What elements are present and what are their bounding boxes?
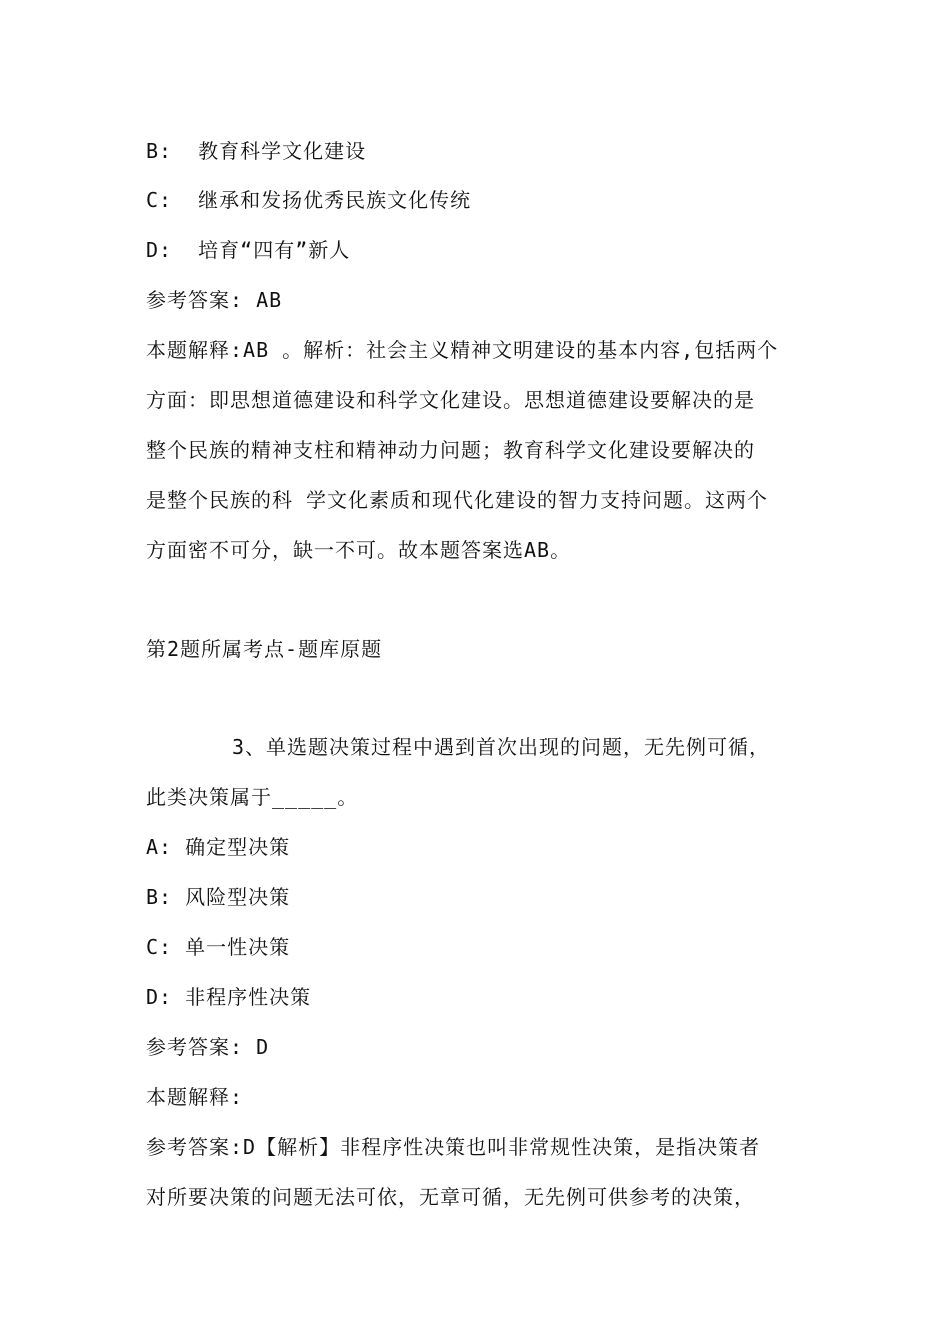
q3-explanation-line-2: 对所要决策的问题无法可依，无章可循，无先例可供参考的决策， [146, 1185, 755, 1209]
q3-option-d: D: 非程序性决策 [146, 985, 312, 1009]
q3-explanation-line-1: 参考答案:D【解析】非程序性决策也叫非常规性决策，是指决策者 [146, 1135, 761, 1159]
q2-explanation-line-5: 方面密不可分，缺一不可。故本题答案选AB。 [146, 538, 572, 562]
q3-stem-line-1: 3、单选题决策过程中遇到首次出现的问题，无先例可循， [232, 735, 771, 759]
q2-option-d: D: 培育“四有”新人 [146, 238, 351, 262]
q2-explanation-line-3: 整个民族的精神支柱和精神动力问题；教育科学文化建设要解决的 [146, 438, 755, 462]
q3-option-a: A: 确定型决策 [146, 835, 291, 859]
q3-option-c: C: 单一性决策 [146, 935, 291, 959]
q3-explanation-label: 本题解释: [146, 1085, 244, 1109]
q2-option-b: B: 教育科学文化建设 [146, 139, 367, 163]
q3-stem-line-2: 此类决策属于_____。 [146, 785, 359, 809]
q2-option-c: C: 继承和发扬优秀民族文化传统 [146, 188, 472, 212]
q3-answer: 参考答案: D [146, 1035, 270, 1059]
q2-explanation-line-2: 方面：即思想道德建设和科学文化建设。思想道德建设要解决的是 [146, 388, 755, 412]
q2-answer: 参考答案: AB [146, 288, 283, 312]
q2-topic: 第2题所属考点-题库原题 [146, 637, 383, 661]
q3-option-b: B: 风险型决策 [146, 885, 291, 909]
q2-explanation-line-4: 是整个民族的科 学文化素质和现代化建设的智力支持问题。这两个 [146, 488, 769, 512]
q2-explanation-line-1: 本题解释:AB 。解析：社会主义精神文明建设的基本内容,包括两个 [146, 338, 779, 362]
